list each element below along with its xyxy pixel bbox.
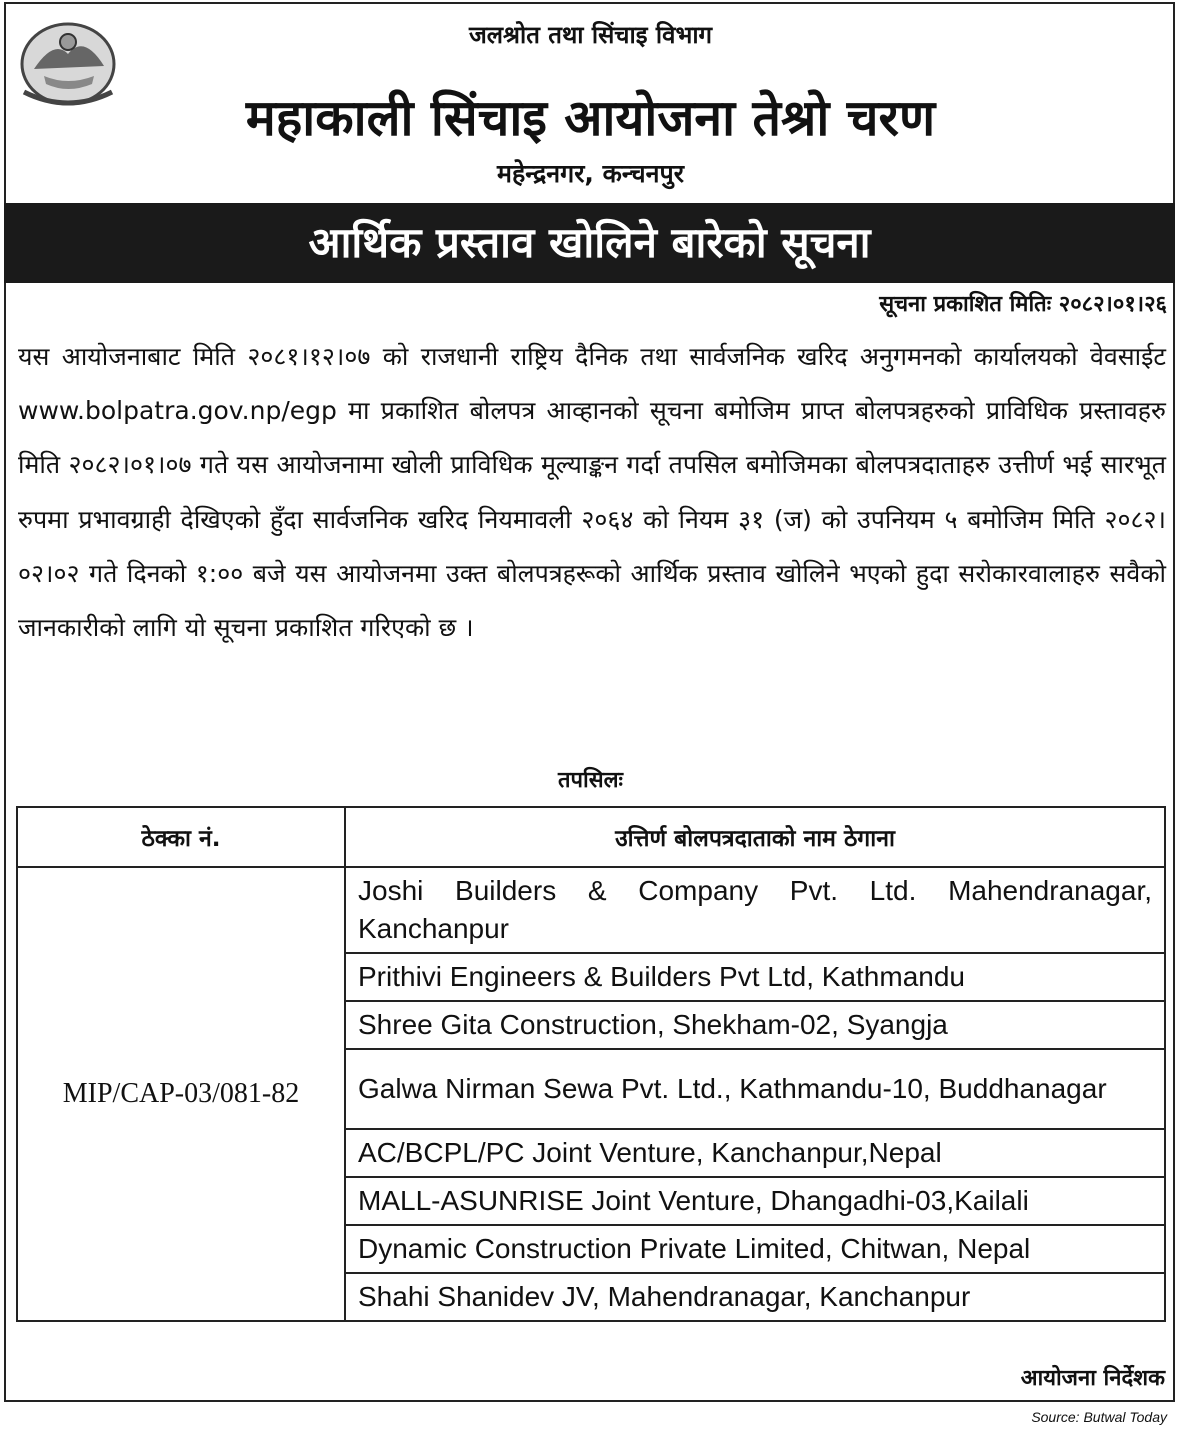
bidder-cell: Shahi Shanidev JV, Mahendranagar, Kanchanpur bbox=[345, 1273, 1165, 1321]
header-contract-no: ठेक्का नं. bbox=[17, 807, 345, 867]
header-bidder-name: उत्तिर्ण बोलपत्रदाताको नाम ठेगाना bbox=[345, 807, 1165, 867]
bidder-cell: MALL-ASUNRISE Joint Venture, Dhangadhi-03,Kailali bbox=[345, 1177, 1165, 1225]
bidder-cell: Prithivi Engineers & Builders Pvt Ltd, Kathmandu bbox=[345, 953, 1165, 1001]
project-location: महेन्द्रनगर, कन्चनपुर bbox=[497, 159, 684, 188]
table-row bbox=[17, 867, 1165, 953]
bidder-table bbox=[16, 806, 1166, 1322]
notice-body: यस आयोजनाबाट मिति २०८१।१२।०७ को राजधानी राष्ट्रिय दैनिक तथा सार्वजनिक खरिद अनुगमनको कार्यालयको वेवसाईट www.bolpatra.gov.np/egp मा प्रकाशित बोलपत्र आव्हानको सूचना बमोजिम प्राप्त बोलपत्रहरुको प्राविधिक प्रस्तावहरु मिति २०८२।०१।०७ गते यस आयोजनामा खोली प्राविधिक मूल्याङ्कन गर्दा तपसिल बमोजिमका बोलपत्रदाताहरु उत्तीर्ण भई सारभूत रुपमा प्रभावग्राही देखिएको हुँदा सार्वजनिक खरिद नियमावली २०६४ को नियम ३१ (ज) को उपनियम ५ बमोजिम मिति २०८२।०२।०२ गते दिनको १:०० बजे यस आयोजनमा उक्त बोलपत्रहरूको आर्थिक प्रस्ताव खोलिने भएको हुदा सरोकारवालाहरु सवैको जानकारीको लागि यो सूचना प्रकाशित गरिएको छ । bbox=[18, 342, 1166, 643]
signatory: आयोजना निर्देशक bbox=[1020, 1366, 1165, 1391]
bidder-cell: Galwa Nirman Sewa Pvt. Ltd., Kathmandu-10, Buddhanagar bbox=[345, 1049, 1165, 1129]
department-name: जलश्रोत तथा सिंचाइ विभाग bbox=[468, 21, 713, 49]
source-credit: Source: Butwal Today bbox=[1031, 1409, 1167, 1425]
table-header-row bbox=[17, 807, 1165, 867]
bidder-cell: Shree Gita Construction, Shekham-02, Syangja bbox=[345, 1001, 1165, 1049]
bidder-cell: AC/BCPL/PC Joint Venture, Kanchanpur,Nepal bbox=[345, 1129, 1165, 1177]
bidder-cell: Dynamic Construction Private Limited, Chitwan, Nepal bbox=[345, 1225, 1165, 1273]
contract-number: MIP/CAP-03/081-82 bbox=[17, 867, 345, 1321]
bidder-cell: Joshi Builders & Company Pvt. Ltd. Mahendranagar, Kanchanpur bbox=[345, 867, 1165, 953]
notice-header bbox=[0, 0, 1167, 200]
table-caption: तपसिलः bbox=[558, 768, 623, 793]
notice-title-banner: आर्थिक प्रस्ताव खोलिने बारेको सूचना bbox=[4, 203, 1175, 283]
publication-date: सूचना प्रकाशित मितिः २०८२।०१।२६ bbox=[879, 292, 1167, 317]
project-title: महाकाली सिंचाइ आयोजना तेश्रो चरण bbox=[245, 89, 936, 147]
